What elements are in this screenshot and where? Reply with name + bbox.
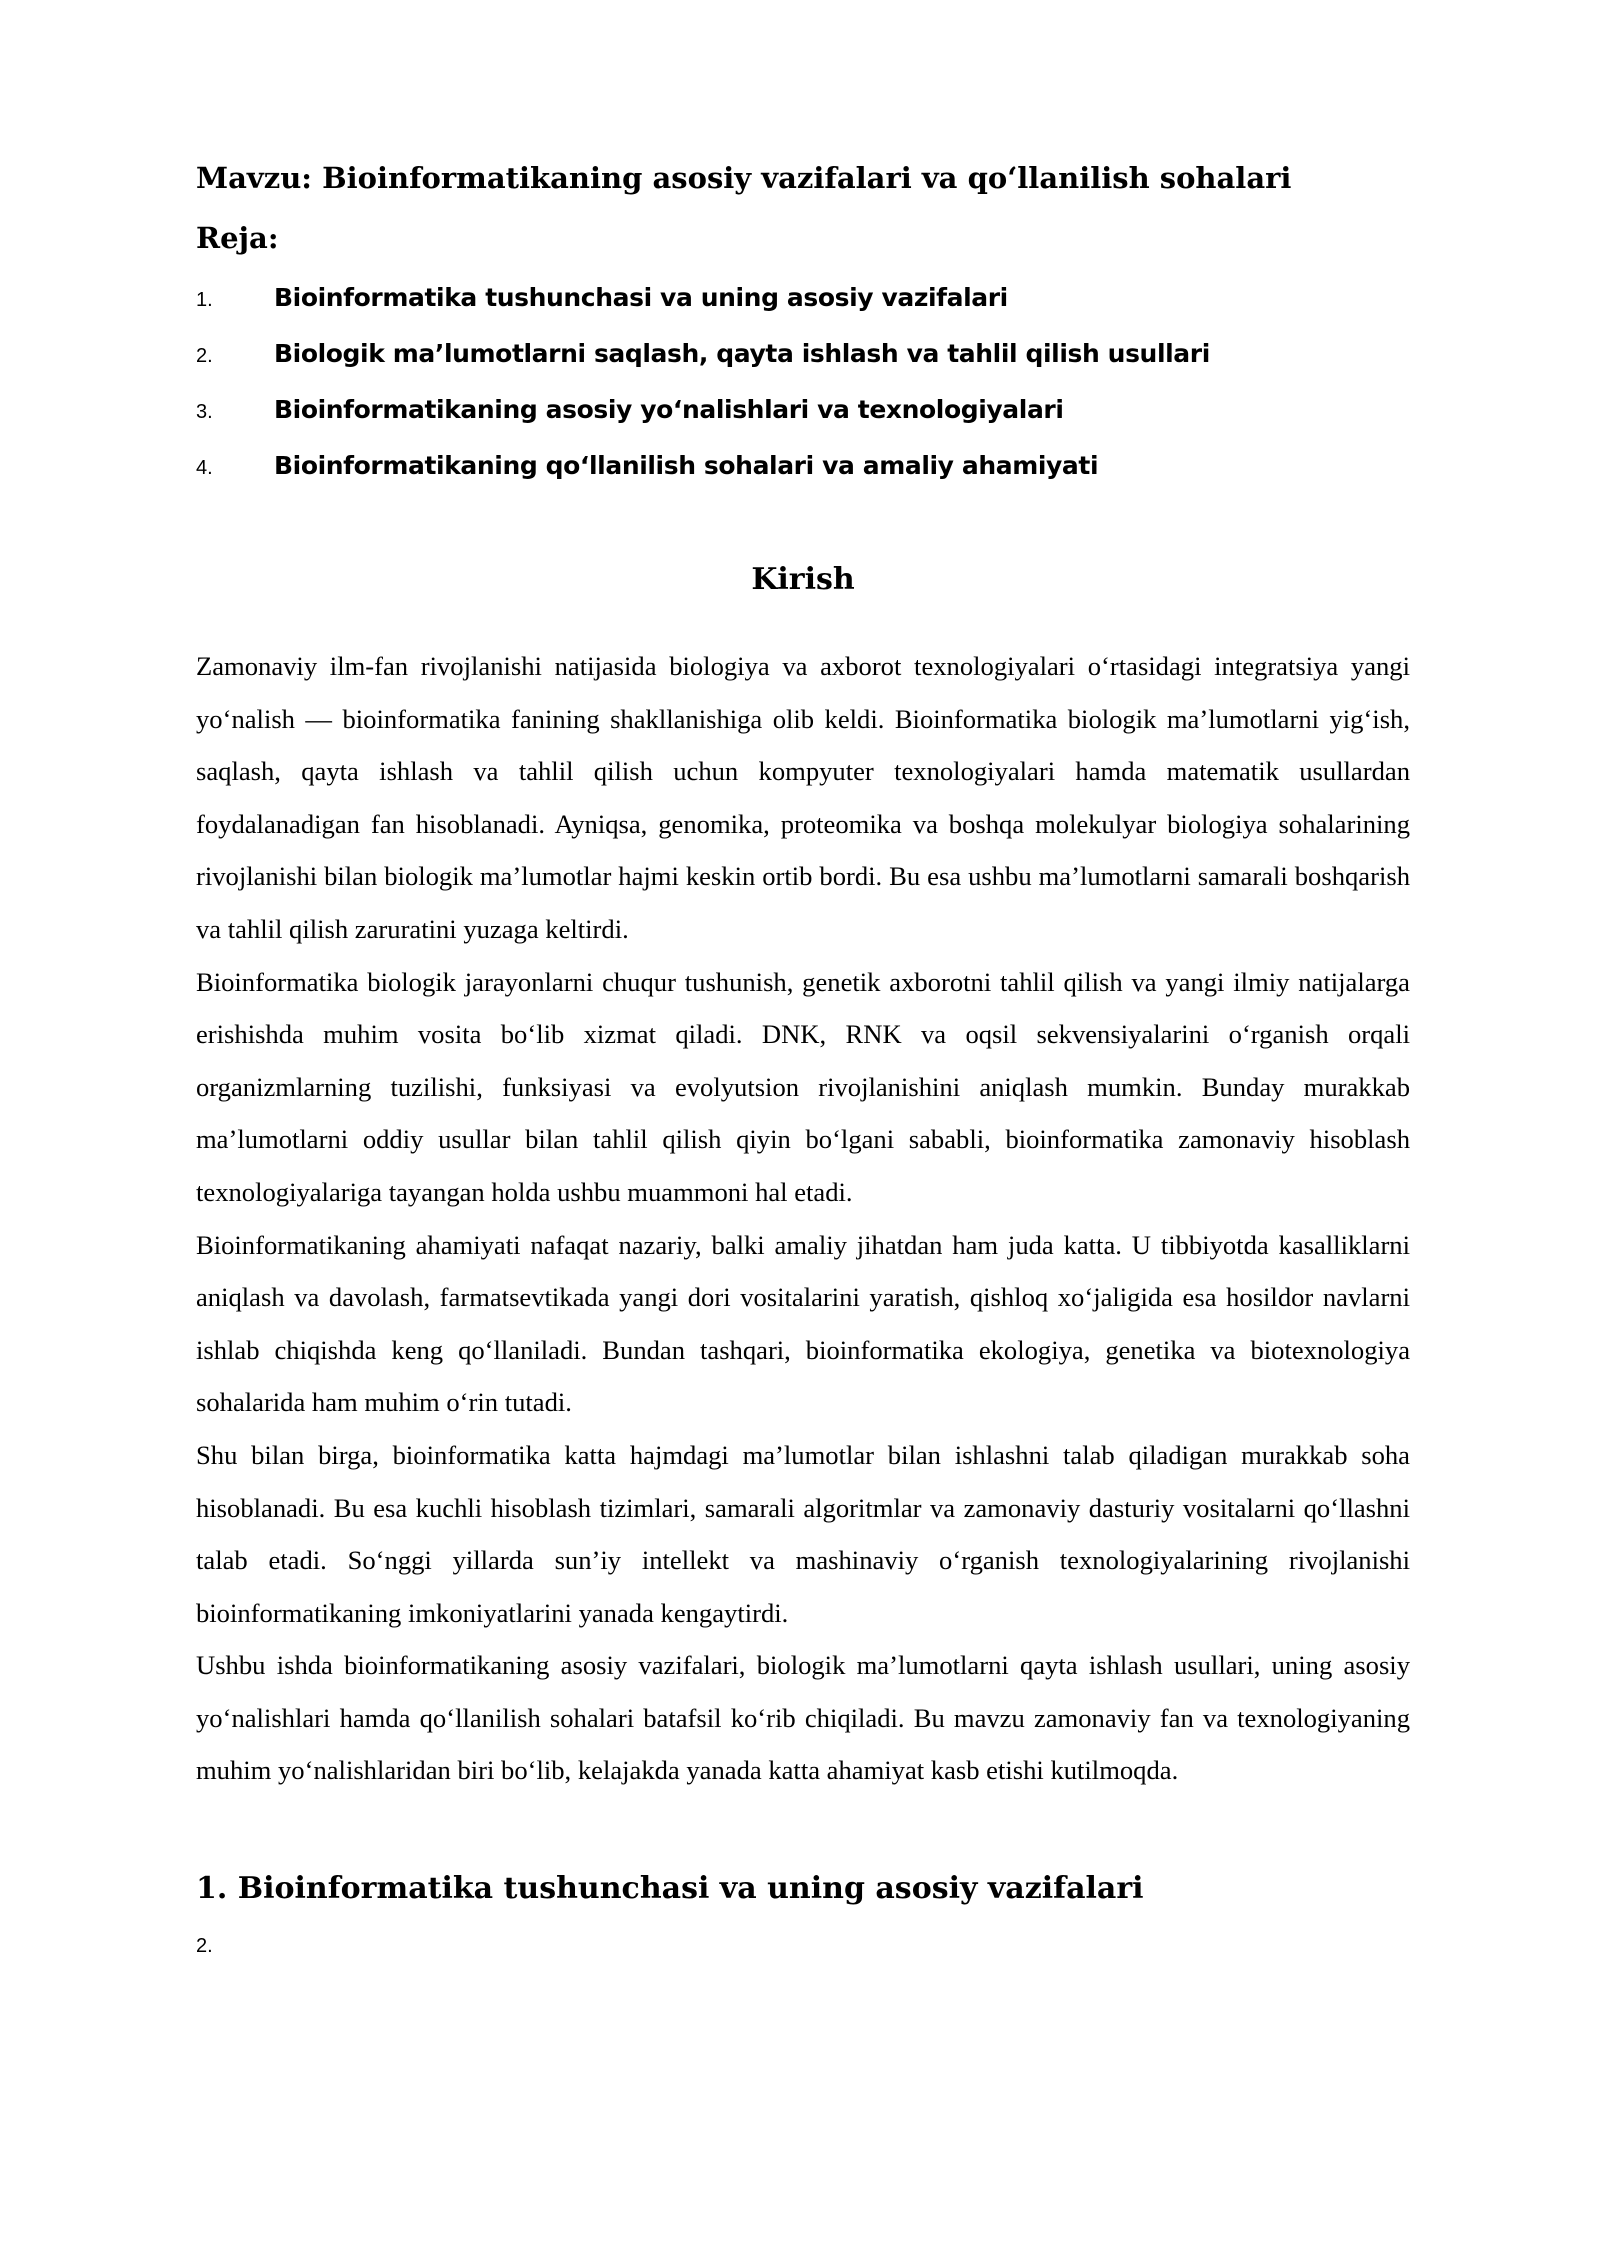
paragraph: Ushbu ishda bioinformatikaning asosiy vazifalari, biologik ma’lumotlarni qayta ishlash usullari, uning asosiy yo‘nalishlari hamda qo‘llanilish sohalari batafsil ko‘rib chiqiladi. Bu mavzu zamonaviy fan va texnologiyaning muhim yo‘nalishlaridan biri bo‘lib, kelajakda yanada katta ahamiyat kasb etishi kutilmoqda. bbox=[196, 1650, 1410, 1786]
plan-item-text: Bioinformatikaning asosiy yo‘nalishlari va texnologiyalari bbox=[274, 395, 1064, 424]
list-number: 2. bbox=[196, 1935, 213, 1958]
document-title: Mavzu: Bioinformatikaning asosiy vazifalari va qo‘llanilish sohalari bbox=[196, 161, 1292, 195]
plan-heading: Reja: bbox=[196, 221, 279, 255]
plan-item-text: Biologik ma’lumotlarni saqlash, qayta ishlash va tahlil qilish usullari bbox=[274, 339, 1210, 368]
paragraph: Shu bilan birga, bioinformatika katta hajmdagi ma’lumotlar bilan ishlashni talab qiladigan murakkab soha hisoblanadi. Bu esa kuchli hisoblash tizimlari, samarali algoritmlar va zamonaviy dasturiy vositalarni qo‘llashni talab etadi. So‘nggi yillarda sun’iy intellekt va mashinaviy o‘rganish texnologiyalarining rivojlanishi bioinformatikaning imkoniyatlarini yanada kengaytirdi. bbox=[196, 1439, 1410, 1628]
document-page bbox=[196, 148, 1410, 1961]
paragraph: Bioinformatika biologik jarayonlarni chuqur tushunish, genetik axborotni tahlil qilish va yangi ilmiy natijalarga erishishda muhim vosita bo‘lib xizmat qiladi. DNK, RNK va oqsil sekvensiyalarini o‘rganish orqali organizmlarning tuzilishi, funksiyasi va evolyutsion rivojlanishini aniqlash mumkin. Bunday murakkab ma’lumotlarni oddiy usullar bilan tahlil qilish qiyin bo‘lgani sababli, bioinformatika zamonaviy hisoblash texnologiyalariga tayangan holda ushbu muammoni hal etadi. bbox=[196, 966, 1410, 1207]
plan-item-text: Bioinformatikaning qo‘llanilish sohalari va amaliy ahamiyati bbox=[274, 451, 1099, 480]
plan-item-number: 1. bbox=[196, 289, 213, 311]
plan-item bbox=[196, 382, 1410, 438]
paragraph: Zamonaviy ilm-fan rivojlanishi natijasida biologiya va axborot texnologiyalari o‘rtasidagi integratsiya yangi yo‘nalish — bioinformatika fanining shakllanishiga olib keldi. Bioinformatika biologik ma’lumotlarni yig‘ish, saqlash, qayta ishlash va tahlil qilish uchun kompyuter texnologiyalari hamda matematik usullardan foydalanadigan fan hisoblanadi. Ayniqsa, genomika, proteomika va boshqa molekulyar biologiya sohalarining rivojlanishi bilan biologik ma’lumotlar hajmi keskin ortib bordi. Bu esa ushbu ma’lumotlarni samarali boshqarish va tahlil qilish zaruratini yuzaga keltirdi. bbox=[196, 651, 1410, 944]
plan-item bbox=[196, 326, 1410, 382]
intro-heading: Kirish bbox=[751, 562, 855, 597]
plan-item-text: Bioinformatika tushunchasi va uning asosiy vazifalari bbox=[274, 283, 1008, 312]
plan-item bbox=[196, 438, 1410, 494]
plan-item-number: 3. bbox=[196, 401, 213, 423]
plan-item bbox=[196, 270, 1410, 326]
plan-list bbox=[196, 270, 1410, 494]
plan-item-number: 2. bbox=[196, 345, 213, 367]
intro-body bbox=[196, 640, 1410, 1797]
plan-item-number: 4. bbox=[196, 457, 213, 479]
paragraph: Bioinformatikaning ahamiyati nafaqat nazariy, balki amaliy jihatdan ham juda katta. U tibbiyotda kasalliklarni aniqlash va davolash, farmatsevtikada yangi dori vositalarini yaratish, qishloq xo‘jaligida esa hosildor navlarni ishlab chiqishda keng qo‘llaniladi. Bundan tashqari, bioinformatika ekologiya, genetika va biotexnologiya sohalarida ham muhim o‘rin tutadi. bbox=[196, 1229, 1410, 1418]
section-heading: 1. Bioinformatika tushunchasi va uning asosiy vazifalari bbox=[196, 1871, 1144, 1907]
